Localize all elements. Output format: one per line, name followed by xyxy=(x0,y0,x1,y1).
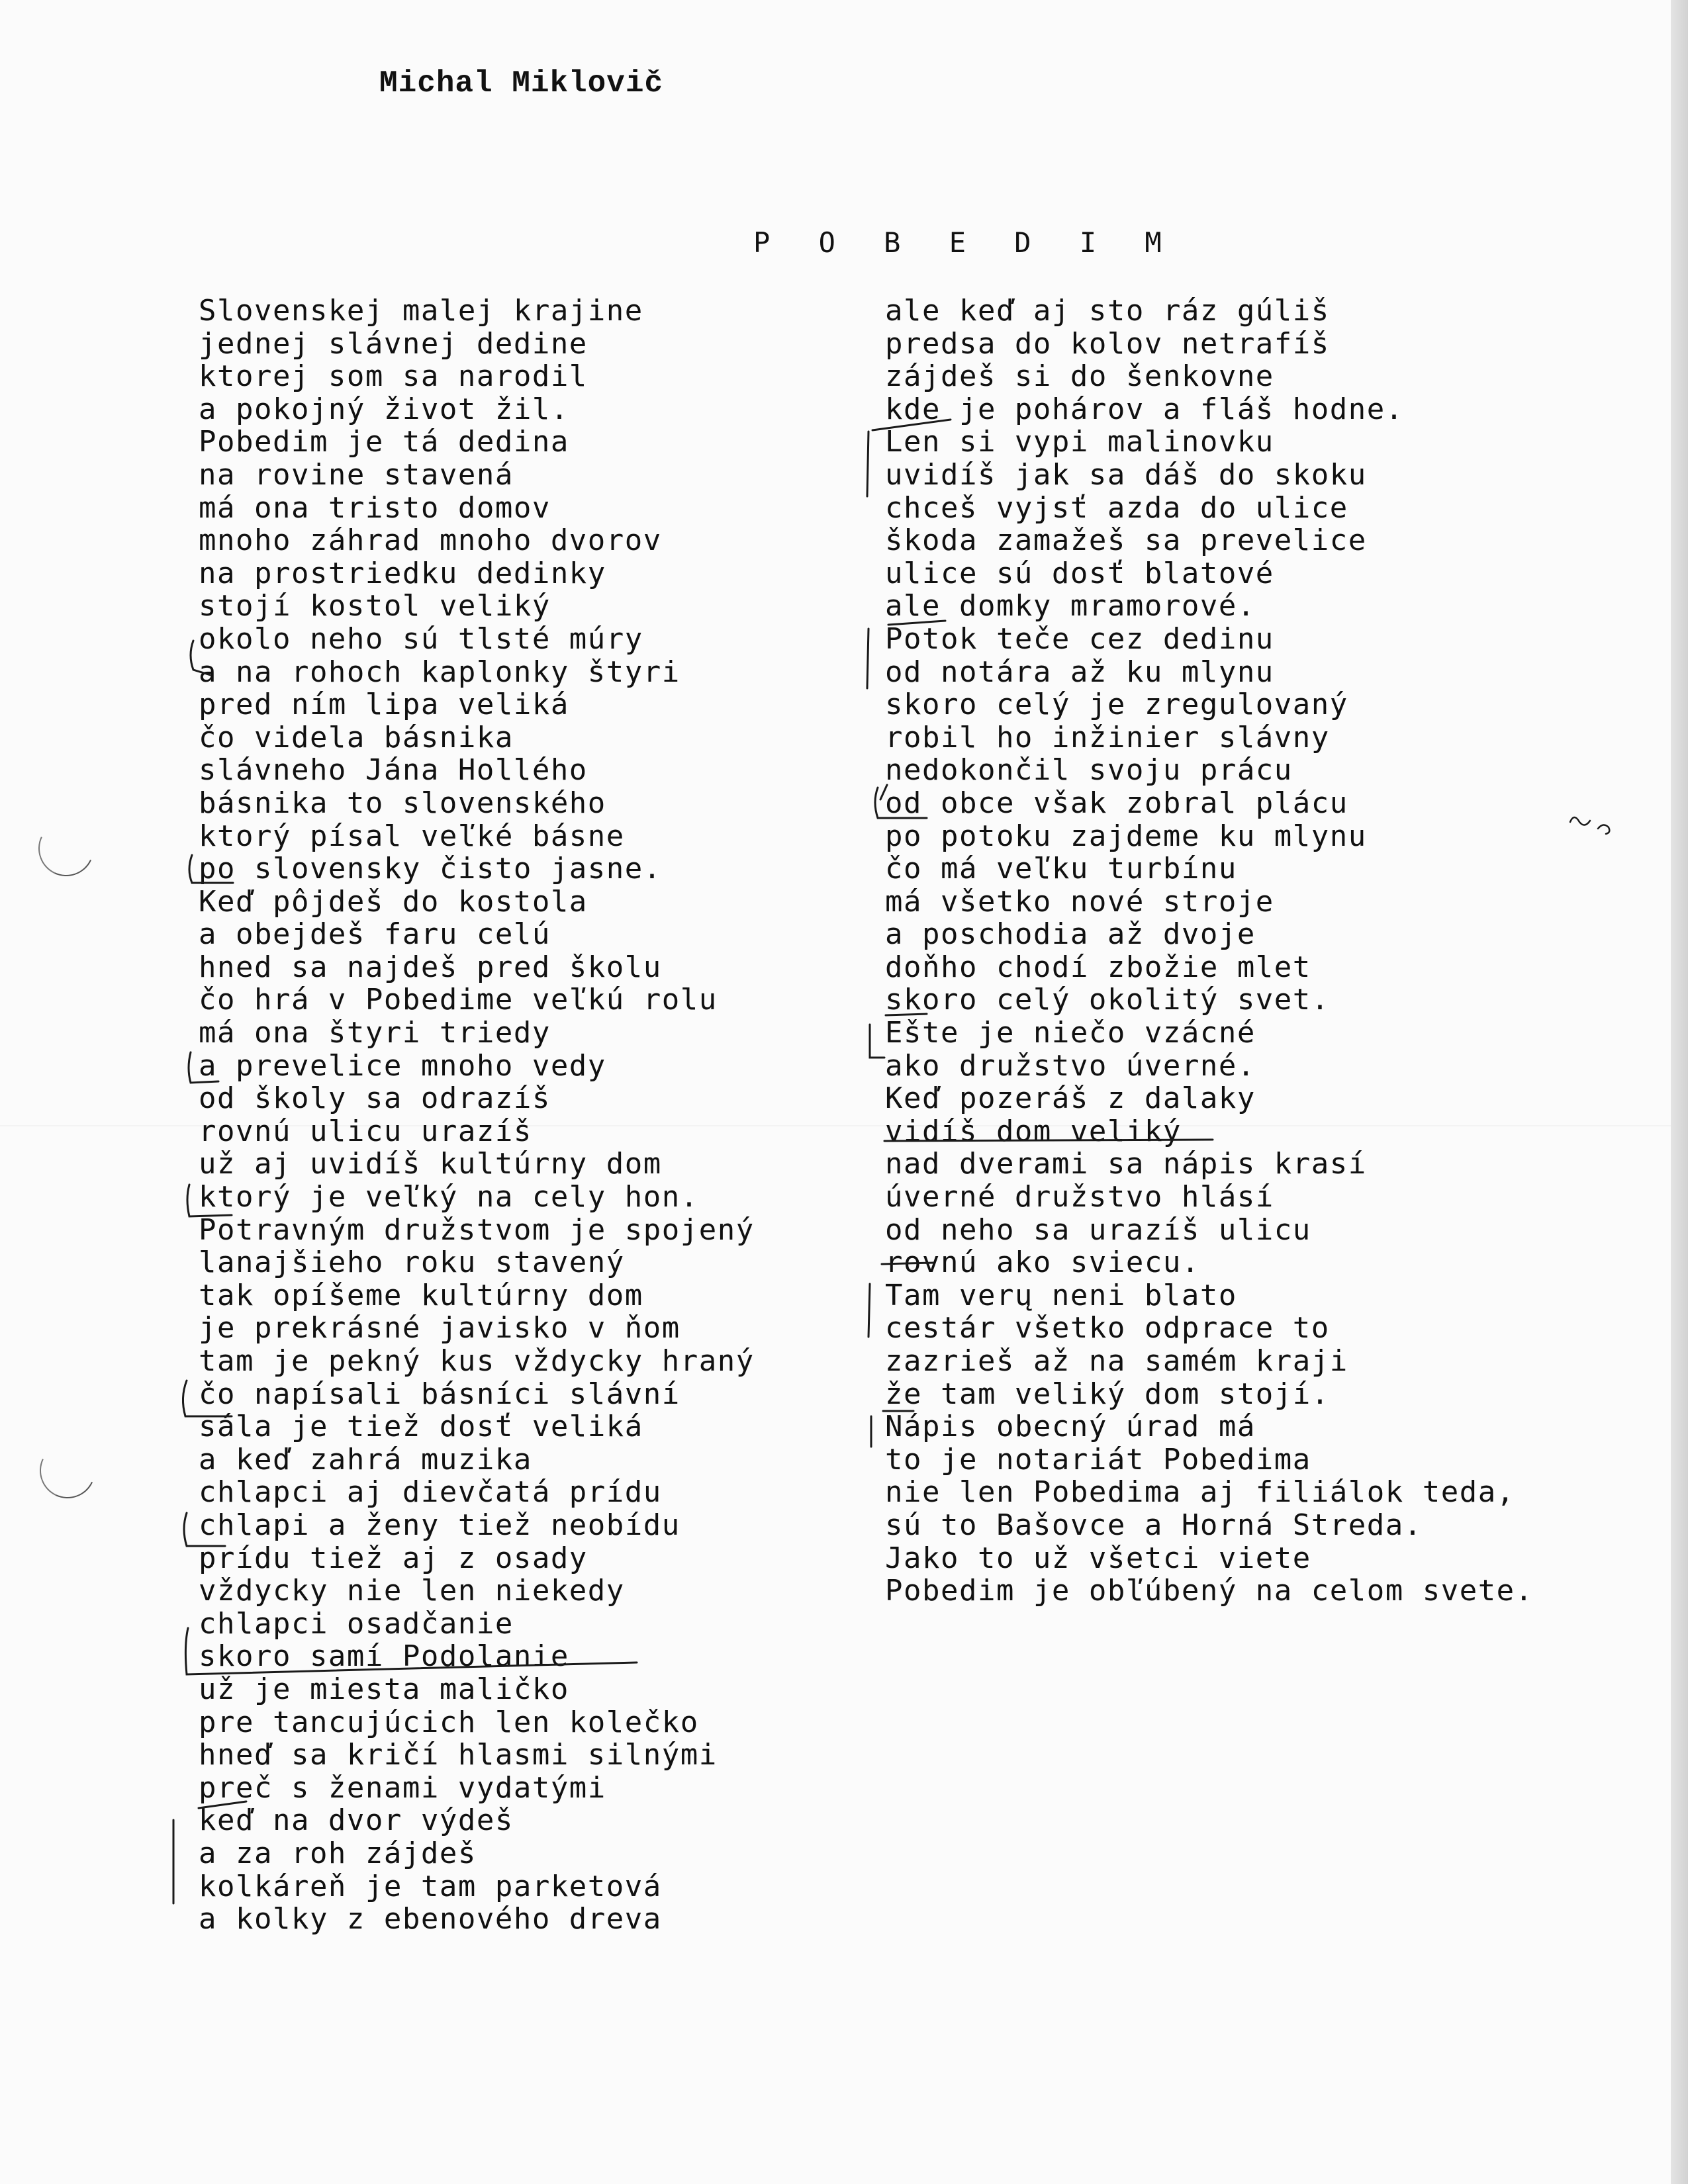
poem-line: a pokojný život žil. xyxy=(199,392,569,426)
poem-line: ktorej som sa narodil xyxy=(199,359,588,394)
poem-line: čo videla básnika xyxy=(199,720,514,754)
poem-line: a kolky z ebenového dreva xyxy=(199,1902,662,1936)
poem-line: už aj uvidíš kultúrny dom xyxy=(199,1147,662,1181)
poem-line: prídu tiež aj z osady xyxy=(199,1541,588,1575)
poem-line: chlapci aj dievčatá prídu xyxy=(199,1475,662,1510)
page-edge xyxy=(1671,0,1688,2184)
poem-line: má ona štyri triedy xyxy=(199,1016,551,1050)
poem-line: kde je pohárov a fláš hodne. xyxy=(885,392,1404,426)
poem-line: Ešte je niečo vzácné xyxy=(885,1016,1256,1050)
poem-line: kolkáreň je tam parketová xyxy=(199,1869,662,1903)
poem-line: je prekrásné javisko v ňom xyxy=(199,1311,680,1345)
poem-line: pre tancujúcich len kolečko xyxy=(199,1705,699,1739)
poem-line: zájdeš si do šenkovne xyxy=(885,359,1274,394)
poem-line: ale keď aj sto ráz gúliš xyxy=(885,294,1330,328)
poem-line: Jako to už všetci viete xyxy=(885,1541,1311,1575)
poem-line: po potoku zajdeme ku mlynu xyxy=(885,819,1367,853)
poem-line: po slovensky čisto jasne. xyxy=(199,852,662,886)
poem-line: Potok teče cez dedinu xyxy=(885,621,1274,656)
poem-line: Slovenskej malej krajine xyxy=(199,294,643,328)
poem-line: rovnú ako sviecu. xyxy=(885,1246,1200,1280)
poem-line: ako družstvo úverné. xyxy=(885,1048,1256,1083)
bracket-mark xyxy=(867,629,868,688)
poem-line: Pobedim je obľúbený na celom svete. xyxy=(885,1574,1534,1608)
poem-line: predsa do kolov netrafíš xyxy=(885,326,1330,361)
poem-line: vidíš dom veliký xyxy=(885,1114,1182,1148)
poem-line: ktorý je veľký na cely hon. xyxy=(199,1180,699,1214)
poem-line: skoro celý je zregulovaný xyxy=(885,688,1348,722)
poem-line: okolo neho sú tlsté múry xyxy=(199,621,643,656)
poem-line: mnoho záhrad mnoho dvorov xyxy=(199,523,662,558)
poem-line: uvidíš jak sa dáš do skoku xyxy=(885,457,1367,492)
poem-right-column xyxy=(885,295,1534,1608)
poem-line: jednej slávnej dedine xyxy=(199,326,588,361)
poem-line: že tam veliký dom stojí. xyxy=(885,1377,1330,1411)
poem-line: stojí kostol veliký xyxy=(199,589,551,623)
punch-hole xyxy=(30,813,102,884)
poem-line: má ona tristo domov xyxy=(199,490,551,525)
punch-hole xyxy=(32,1435,103,1506)
poem-line: nad dverami sa nápis krasí xyxy=(885,1147,1367,1181)
poem-line: čo má veľku turbínu xyxy=(885,852,1237,886)
poem-line: vždycky nie len niekedy xyxy=(199,1574,625,1608)
bracket-mark xyxy=(870,1024,884,1058)
poem-line: čo napísali básníci slávní xyxy=(199,1377,680,1411)
poem-line: doňho chodí zbožie mlet xyxy=(885,950,1311,984)
poem-line: na rovine stavená xyxy=(199,457,514,492)
poem-line: Nápis obecný úrad má xyxy=(885,1410,1256,1444)
poem-line: to je notariát Pobedima xyxy=(885,1442,1311,1477)
poem-line: od obce však zobral plácu xyxy=(885,786,1348,820)
poem-line: a obejdeš faru celú xyxy=(199,917,551,952)
poem-line: hned sa najdeš pred školu xyxy=(199,950,662,984)
poem-line: hneď sa kričí hlasmi silnými xyxy=(199,1738,718,1772)
poem-line: od neho sa urazíš ulicu xyxy=(885,1212,1311,1247)
poem-line: nedokončil svoju prácu xyxy=(885,753,1293,788)
poem-line: od notára až ku mlynu xyxy=(885,655,1274,689)
bracket-mark xyxy=(868,1284,870,1337)
poem-line: preč s ženami vydatými xyxy=(199,1770,606,1805)
poem-line: chlapi a ženy tiež neobídu xyxy=(199,1508,680,1542)
poem-line: skoro samí Podolanie xyxy=(199,1639,569,1674)
poem-line: keď na dvor výdeš xyxy=(199,1803,514,1838)
poem-line: Tam verų neni blato xyxy=(885,1278,1237,1312)
poem-line: úverné družstvo hlásí xyxy=(885,1180,1274,1214)
poem-line: Pobedim je tá dedina xyxy=(199,425,569,459)
poem-line: pred ním lipa veliká xyxy=(199,688,569,722)
poem-line: cestár všetko odprace to xyxy=(885,1311,1330,1345)
poem-line: na prostriedku dedinky xyxy=(199,556,606,590)
poem-line: od školy sa odrazíš xyxy=(199,1081,551,1116)
poem-line: robil ho inžinier slávny xyxy=(885,720,1330,754)
poem-line: ale domky mramorové. xyxy=(885,589,1256,623)
poem-line: tam je pekný kus vždycky hraný xyxy=(199,1344,755,1378)
poem-line: zazrieš až na samém kraji xyxy=(885,1344,1348,1378)
poem-line: sála je tiež dosť veliká xyxy=(199,1410,643,1444)
poem-line: tak opíšeme kultúrny dom xyxy=(199,1278,643,1312)
bracket-mark xyxy=(867,432,868,496)
poem-title: P O B E D I M xyxy=(753,226,1178,259)
poem-line: skoro celý okolitý svet. xyxy=(885,983,1330,1017)
poem-line: chlapci osadčanie xyxy=(199,1606,514,1641)
poem-line: Keď pôjdeš do kostola xyxy=(199,884,588,919)
poem-line: chceš vyjsť azda do ulice xyxy=(885,490,1348,525)
poem-line: už je miesta maličko xyxy=(199,1672,569,1706)
poem-line: čo hrá v Pobedime veľkú rolu xyxy=(199,983,718,1017)
poem-line: sú to Bašovce a Horná Streda. xyxy=(885,1508,1423,1542)
poem-line: a poschodia až dvoje xyxy=(885,917,1256,952)
author-name: Michal Miklovič xyxy=(379,66,664,101)
poem-line: lanajšieho roku stavený xyxy=(199,1246,625,1280)
poem-line: a prevelice mnoho vedy xyxy=(199,1048,606,1083)
poem-line: slávneho Jána Hollého xyxy=(199,753,588,788)
poem-line: nie len Pobedima aj filiálok teda, xyxy=(885,1475,1515,1510)
poem-line: Potravným družstvom je spojený xyxy=(199,1212,755,1247)
poem-line: básnika to slovenského xyxy=(199,786,606,820)
poem-line: a na rohoch kaplonky štyri xyxy=(199,655,680,689)
poem-line: ktorý písal veľké básne xyxy=(199,819,625,853)
poem-line: škoda zamažeš sa prevelice xyxy=(885,523,1367,558)
margin-scribble xyxy=(1570,817,1609,834)
poem-line: Keď pozeráš z dalaky xyxy=(885,1081,1256,1116)
poem-line: má všetko nové stroje xyxy=(885,884,1274,919)
poem-line: ulice sú dosť blatové xyxy=(885,556,1274,590)
poem-line: rovnú ulicu urazíš xyxy=(199,1114,532,1148)
poem-line: a keď zahrá muzika xyxy=(199,1442,532,1477)
poem-line: a za roh zájdeš xyxy=(199,1836,477,1870)
poem-left-column xyxy=(199,295,755,1936)
poem-line: Len si vypi malinovku xyxy=(885,425,1274,459)
